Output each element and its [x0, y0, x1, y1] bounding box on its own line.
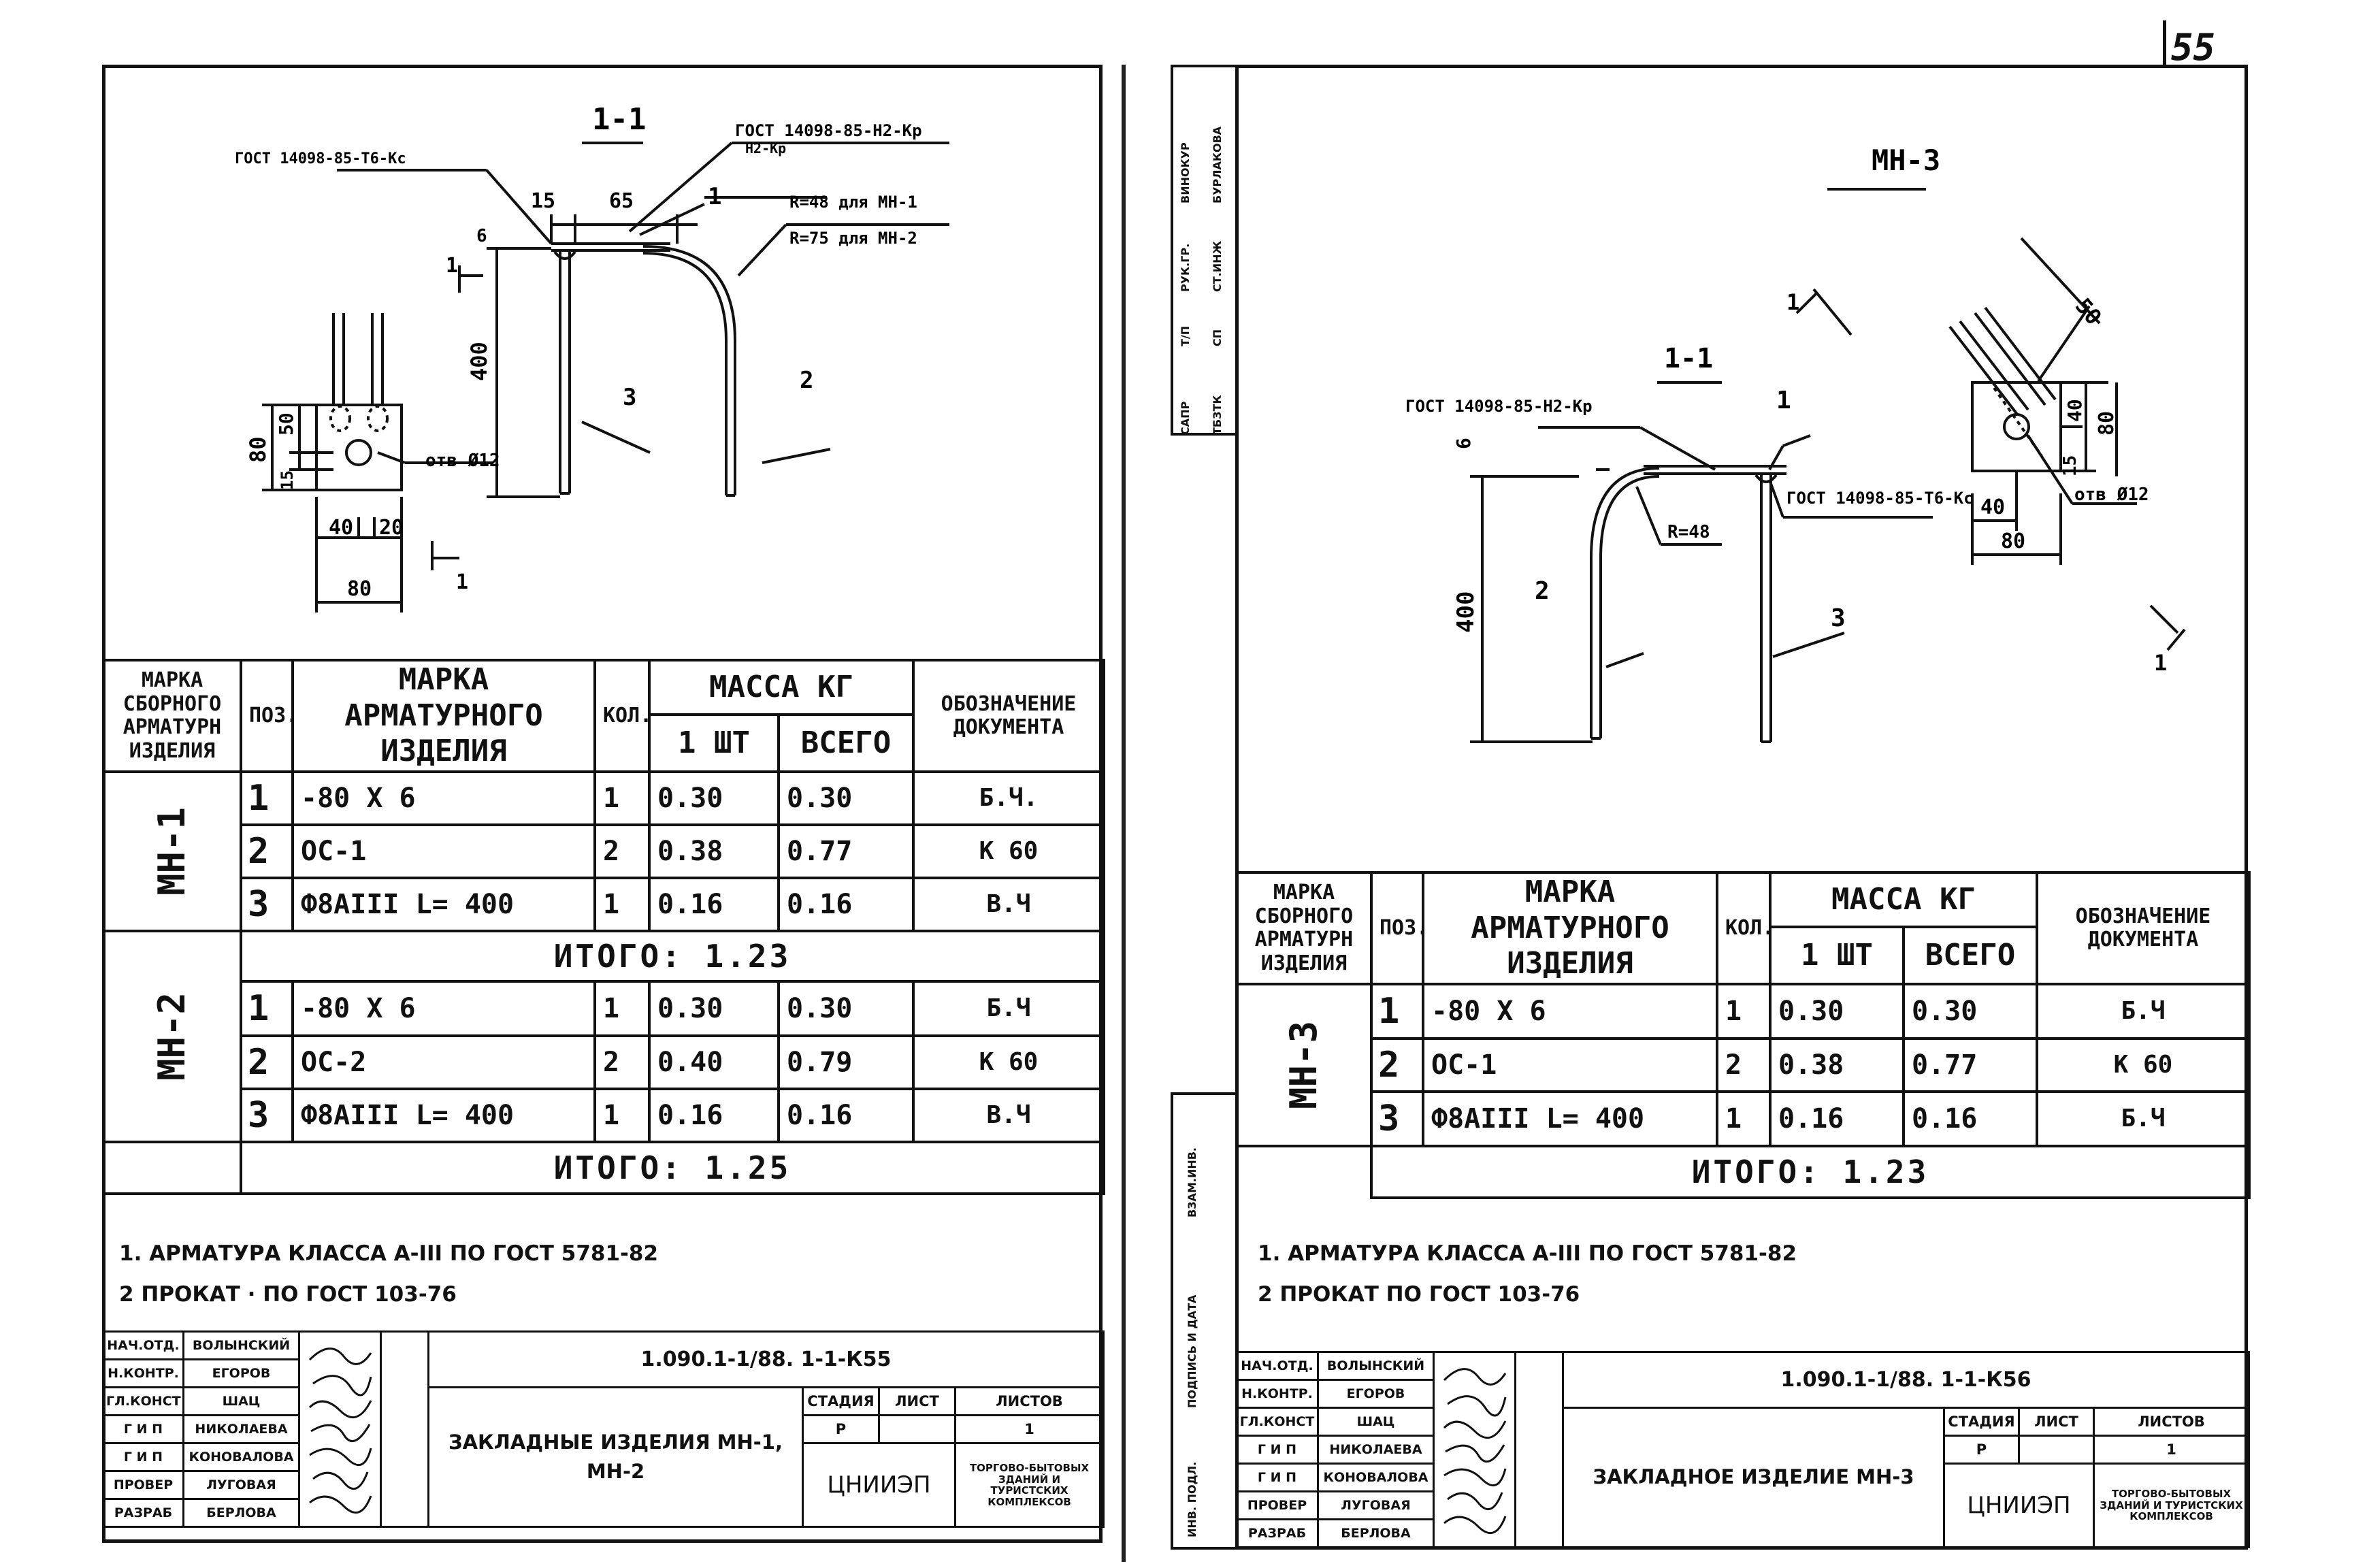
tb-role: ПРОВЕР — [1237, 1492, 1318, 1520]
left-dim-20: 20 — [379, 516, 404, 540]
hdr-total: ВСЕГО — [779, 715, 913, 772]
tb-stage: Р — [803, 1416, 879, 1443]
left-dim-80-v: 80 — [245, 436, 271, 463]
cell-total: 0.79 — [779, 1036, 913, 1089]
tb-sheets-hdr: ЛИСТОВ — [2094, 1408, 2249, 1436]
cell-pos: 1 — [1371, 984, 1423, 1039]
tb-name: КОНОВАЛОВА — [1318, 1464, 1434, 1492]
cell-one: 0.30 — [649, 772, 779, 825]
stamp-text: ПОДПИСЬ И ДАТА — [1186, 1294, 1198, 1408]
note-line: 1. АРМАТУРА КЛАССА А-III ПО ГОСТ 5781-82 — [1258, 1241, 1797, 1266]
tb-name: ЛУГОВАЯ — [1318, 1492, 1434, 1520]
table-row — [103, 825, 1104, 878]
hdr-kol: КОЛ. — [595, 660, 649, 772]
tb-sheets-hdr: ЛИСТОВ — [956, 1388, 1104, 1416]
left-dim-15: 15 — [531, 189, 556, 213]
tb-role: Г И П — [103, 1416, 184, 1443]
tb-role: РАЗРАБ — [1237, 1520, 1318, 1548]
tb-name: ЛУГОВАЯ — [184, 1471, 299, 1499]
stamp-text: СП — [1211, 329, 1224, 346]
left-weld-left-label: ГОСТ 14098-85-Т6-Кс — [235, 150, 406, 167]
cell-total: 0.30 — [779, 772, 913, 825]
hdr-marka-arm: МАРКА АРМАТУРНОГО ИЗДЕЛИЯ — [1423, 872, 1717, 984]
cell-doc: Б.Ч — [913, 981, 1104, 1036]
group-mark-cell — [103, 931, 241, 1142]
tb-name: КОНОВАЛОВА — [184, 1443, 299, 1471]
cell-total: 0.77 — [779, 825, 913, 878]
cell-doc: Б.Ч — [2037, 1092, 2249, 1146]
cell-total: 0.30 — [779, 981, 913, 1036]
cell-one: 0.40 — [649, 1036, 779, 1089]
cell-qty: 1 — [595, 1089, 649, 1142]
tb-org: ЦНИИЭП — [803, 1443, 956, 1527]
cell-pos: 3 — [241, 878, 293, 931]
cell-one: 0.16 — [649, 1089, 779, 1142]
cell-item: Ф8АIII L= 400 — [1423, 1092, 1717, 1146]
hdr-massa: МАССА КГ — [1770, 872, 2037, 927]
right-dim-6: 6 — [1452, 438, 1475, 449]
tb-name: БЕРЛОВА — [1318, 1520, 1434, 1548]
right-pos-2: 2 — [1535, 577, 1550, 605]
table-row — [103, 878, 1104, 931]
table-row — [103, 981, 1104, 1036]
stamp-text: ВЗАМ.ИНВ. — [1186, 1147, 1198, 1218]
signatures — [1437, 1360, 1512, 1537]
hdr-marka-sb: МАРКА СБОРНОГО АРМАТУРН ИЗДЕЛИЯ — [103, 660, 241, 772]
right-weld-right-label: ГОСТ 14098-85-Т6-Кс — [1786, 489, 1974, 508]
cell-qty: 2 — [595, 825, 649, 878]
hdr-kol: КОЛ. — [1717, 872, 1770, 984]
left-spec-table — [102, 659, 1105, 1195]
left-hole-label: отв Ø12 — [425, 451, 500, 471]
tb-role: Н.КОНТР. — [1237, 1380, 1318, 1408]
right-cut-1: 1 — [1786, 289, 1800, 315]
cell-one: 0.30 — [1770, 984, 1904, 1039]
right-pos-1: 1 — [1776, 387, 1791, 414]
tb-name: НИКОЛАЕВА — [1318, 1436, 1434, 1464]
right-dim-400: 400 — [1452, 591, 1480, 633]
cell-one: 0.16 — [1770, 1092, 1904, 1146]
cell-doc: К 60 — [2037, 1039, 2249, 1092]
group-mark: МН-1 — [150, 806, 193, 896]
signatures — [303, 1339, 378, 1516]
tb-name: ЕГОРОВ — [1318, 1380, 1434, 1408]
tb-code: 1.090.1-1/88. 1-1-К56 — [1563, 1352, 2249, 1408]
stamp-text: ВИНОКУР — [1179, 142, 1192, 203]
cell-pos: 2 — [241, 1036, 293, 1089]
stamp-text: БУРЛАКОВА — [1211, 126, 1224, 203]
right-cut-1b: 1 — [2154, 650, 2168, 676]
cell-pos: 3 — [241, 1089, 293, 1142]
cell-item: Ф8АIII L= 400 — [293, 878, 595, 931]
tb-name: НИКОЛАЕВА — [184, 1416, 299, 1443]
hdr-marka-arm: МАРКА АРМАТУРНОГО ИЗДЕЛИЯ — [293, 660, 595, 772]
stamp-text: ИНВ. ПОДЛ. — [1186, 1461, 1198, 1537]
cell-doc: К 60 — [913, 1036, 1104, 1089]
cell-qty: 1 — [1717, 1092, 1770, 1146]
page-number: 55 — [2171, 26, 2216, 69]
signature-column — [299, 1332, 381, 1527]
left-radius-label-1: R=48 для МН-1 — [789, 193, 917, 212]
date-column — [1516, 1352, 1563, 1548]
fold-line — [1122, 65, 1126, 1562]
hdr-total: ВСЕГО — [1904, 927, 2037, 984]
tb-role: РАЗРАБ — [103, 1499, 184, 1527]
left-dim-15-v: 15 — [278, 470, 297, 490]
left-pos-1: 1 — [708, 183, 722, 210]
group-mark: МН-3 — [1282, 1020, 1325, 1110]
right-dim-50: 50 — [2070, 293, 2107, 330]
left-cut-1: 1 — [446, 254, 459, 278]
left-dim-40: 40 — [329, 516, 354, 540]
tb-name: ВОЛЫНСКИЙ — [1318, 1352, 1434, 1380]
tb-title: ЗАКЛАДНОЕ ИЗДЕЛИЕ МН-3 — [1563, 1408, 1944, 1548]
right-title-block — [1235, 1351, 2250, 1548]
tb-stage: Р — [1944, 1436, 2019, 1464]
hdr-one: 1 ШТ — [649, 715, 779, 772]
cell-item: -80 X 6 — [293, 772, 595, 825]
cell-pos: 2 — [241, 825, 293, 878]
table-row — [1237, 984, 2249, 1039]
tb-code: 1.090.1-1/88. 1-1-К55 — [429, 1332, 1104, 1388]
hdr-doc: ОБОЗНАЧЕНИЕ ДОКУМЕНТА — [913, 660, 1104, 772]
left-notes — [119, 1233, 658, 1315]
tb-sheet — [879, 1416, 956, 1443]
cell-total: 0.16 — [779, 1089, 913, 1142]
hdr-massa: МАССА КГ — [649, 660, 913, 715]
cell-total: 0.77 — [1904, 1039, 2037, 1092]
tb-role: Г И П — [103, 1443, 184, 1471]
left-dim-50: 50 — [275, 412, 297, 436]
tb-name: БЕРЛОВА — [184, 1499, 299, 1527]
cell-doc: К 60 — [913, 825, 1104, 878]
tb-name: ШАЦ — [184, 1388, 299, 1416]
date-column — [381, 1332, 429, 1527]
left-pos-3: 3 — [623, 384, 637, 411]
left-dim-6: 6 — [476, 226, 487, 246]
stamp-text: СТ.ИНЖ — [1211, 240, 1224, 292]
tb-org-desc: ТОРГОВО-БЫТОВЫХ ЗДАНИЙ И ТУРИСТСКИХ КОМПЛЕКСОВ — [956, 1443, 1104, 1527]
cell-total: 0.16 — [1904, 1092, 2037, 1146]
cell-item: ОС-1 — [293, 825, 595, 878]
cell-total: 0.16 — [779, 878, 913, 931]
tb-role: Г И П — [1237, 1464, 1318, 1492]
tb-sheet-hdr: ЛИСТ — [879, 1388, 956, 1416]
tb-role: Г И П — [1237, 1436, 1318, 1464]
cell-item: -80 X 6 — [293, 981, 595, 1036]
tb-sheets: 1 — [2094, 1436, 2249, 1464]
left-weld-right-label-2: Н2-Кр — [745, 140, 787, 157]
table-row — [103, 1036, 1104, 1089]
cell-pos: 2 — [1371, 1039, 1423, 1092]
hdr-pos: ПОЗ. — [241, 660, 293, 772]
stamp-text: Т/П — [1179, 325, 1192, 346]
group-total: ИТОГО: 1.25 — [241, 1142, 1104, 1194]
tb-stage-hdr: СТАДИЯ — [803, 1388, 879, 1416]
hdr-pos: ПОЗ. — [1371, 872, 1423, 984]
left-dim-400: 400 — [466, 342, 492, 381]
blank-cell — [103, 1142, 241, 1194]
blank-cell — [1237, 1146, 1371, 1198]
tb-name: ВОЛЫНСКИЙ — [184, 1332, 299, 1360]
cell-pos: 1 — [241, 772, 293, 825]
cell-doc: Б.Ч. — [913, 772, 1104, 825]
left-drawing — [105, 68, 1099, 653]
right-dim-80-v: 80 — [2095, 410, 2119, 436]
cell-qty: 2 — [1717, 1039, 1770, 1092]
right-dim-40-v: 40 — [2063, 399, 2086, 422]
table-row — [1237, 1039, 2249, 1092]
tb-name: ШАЦ — [1318, 1408, 1434, 1436]
note-line: 2 ПРОКАТ ПО ГОСТ 103-76 — [1258, 1282, 1580, 1307]
cell-qty: 2 — [595, 1036, 649, 1089]
side-fields — [1171, 1092, 1239, 1550]
stamp-text: САПР — [1179, 401, 1192, 435]
tb-org: ЦНИИЭП — [1944, 1464, 2094, 1548]
tb-role: НАЧ.ОТД. — [1237, 1352, 1318, 1380]
cell-one: 0.38 — [1770, 1039, 1904, 1092]
right-drawing-title: МН-3 — [1872, 144, 1941, 177]
tb-stage-hdr: СТАДИЯ — [1944, 1408, 2019, 1436]
left-title-block — [102, 1330, 1105, 1528]
left-pos-2: 2 — [800, 367, 814, 394]
right-dim-80-h: 80 — [2001, 529, 2026, 553]
group-mark-cell — [103, 772, 241, 931]
right-radius-label: R=48 — [1667, 522, 1710, 542]
right-dim-40-h: 40 — [1980, 495, 2006, 519]
cell-item: -80 X 6 — [1423, 984, 1717, 1039]
cell-qty: 1 — [1717, 984, 1770, 1039]
cell-item: Ф8АIII L= 400 — [293, 1089, 595, 1142]
table-row — [103, 772, 1104, 825]
group-mark: МН-2 — [150, 992, 193, 1081]
left-section-label: 1-1 — [592, 102, 647, 137]
tb-role: ГЛ.КОНСТ — [1237, 1408, 1318, 1436]
right-section-label: 1-1 — [1664, 343, 1714, 374]
cell-item: ОС-1 — [1423, 1039, 1717, 1092]
tb-role: ГЛ.КОНСТ — [103, 1388, 184, 1416]
cell-one: 0.16 — [649, 878, 779, 931]
tb-role: Н.КОНТР. — [103, 1360, 184, 1388]
cell-qty: 1 — [595, 772, 649, 825]
group-total: ИТОГО: 1.23 — [241, 931, 1104, 981]
tb-title: ЗАКЛАДНЫЕ ИЗДЕЛИЯ МН-1, МН-2 — [429, 1388, 803, 1527]
cell-pos: 3 — [1371, 1092, 1423, 1146]
cell-doc: В.Ч — [913, 878, 1104, 931]
tb-sheets: 1 — [956, 1416, 1104, 1443]
hdr-one: 1 ШТ — [1770, 927, 1904, 984]
cell-one: 0.30 — [649, 981, 779, 1036]
stamp-text: ТБЗТК — [1211, 395, 1224, 435]
right-notes — [1258, 1233, 1797, 1315]
tb-sheet — [2019, 1436, 2094, 1464]
right-weld-left-label: ГОСТ 14098-85-Н2-Кр — [1405, 397, 1593, 416]
left-dim-65: 65 — [609, 189, 634, 213]
tb-role: НАЧ.ОТД. — [103, 1332, 184, 1360]
side-stamp — [1171, 65, 1239, 436]
signature-column — [1434, 1352, 1516, 1548]
cell-doc: В.Ч — [913, 1089, 1104, 1142]
tb-name: ЕГОРОВ — [184, 1360, 299, 1388]
note-line: 2 ПРОКАТ · ПО ГОСТ 103-76 — [119, 1282, 457, 1307]
left-radius-label-2: R=75 для МН-2 — [789, 229, 917, 248]
cell-one: 0.38 — [649, 825, 779, 878]
stamp-text: РУК.ГР. — [1179, 243, 1192, 292]
cell-doc: Б.Ч — [2037, 984, 2249, 1039]
page-number-rule — [2163, 20, 2166, 67]
tb-sheet-hdr: ЛИСТ — [2019, 1408, 2094, 1436]
left-weld-right-label: ГОСТ 14098-85-Н2-Кр — [735, 121, 922, 140]
right-spec-table — [1235, 871, 2251, 1199]
hdr-marka-sb: МАРКА СБОРНОГО АРМАТУРН ИЗДЕЛИЯ — [1237, 872, 1371, 984]
group-total: ИТОГО: 1.23 — [1371, 1146, 2249, 1198]
right-dim-15: 15 — [2060, 455, 2080, 476]
tb-role: ПРОВЕР — [103, 1471, 184, 1499]
tb-org-desc: ТОРГОВО-БЫТОВЫХ ЗДАНИЙ И ТУРИСТСКИХ КОМПЛЕКСОВ — [2094, 1464, 2249, 1548]
table-row — [1237, 1092, 2249, 1146]
table-row — [103, 1089, 1104, 1142]
right-hole-label: отв Ø12 — [2074, 485, 2149, 505]
right-drawing — [1239, 68, 2244, 871]
cell-item: ОС-2 — [293, 1036, 595, 1089]
hdr-doc: ОБОЗНАЧЕНИЕ ДОКУМЕНТА — [2037, 872, 2249, 984]
left-cut-1b: 1 — [456, 570, 469, 594]
note-line: 1. АРМАТУРА КЛАССА А-III ПО ГОСТ 5781-82 — [119, 1241, 659, 1266]
right-pos-3: 3 — [1831, 604, 1846, 632]
left-dim-80-h: 80 — [347, 577, 372, 601]
cell-total: 0.30 — [1904, 984, 2037, 1039]
group-mark-cell — [1237, 984, 1371, 1146]
cell-pos: 1 — [241, 981, 293, 1036]
cell-qty: 1 — [595, 981, 649, 1036]
cell-qty: 1 — [595, 878, 649, 931]
